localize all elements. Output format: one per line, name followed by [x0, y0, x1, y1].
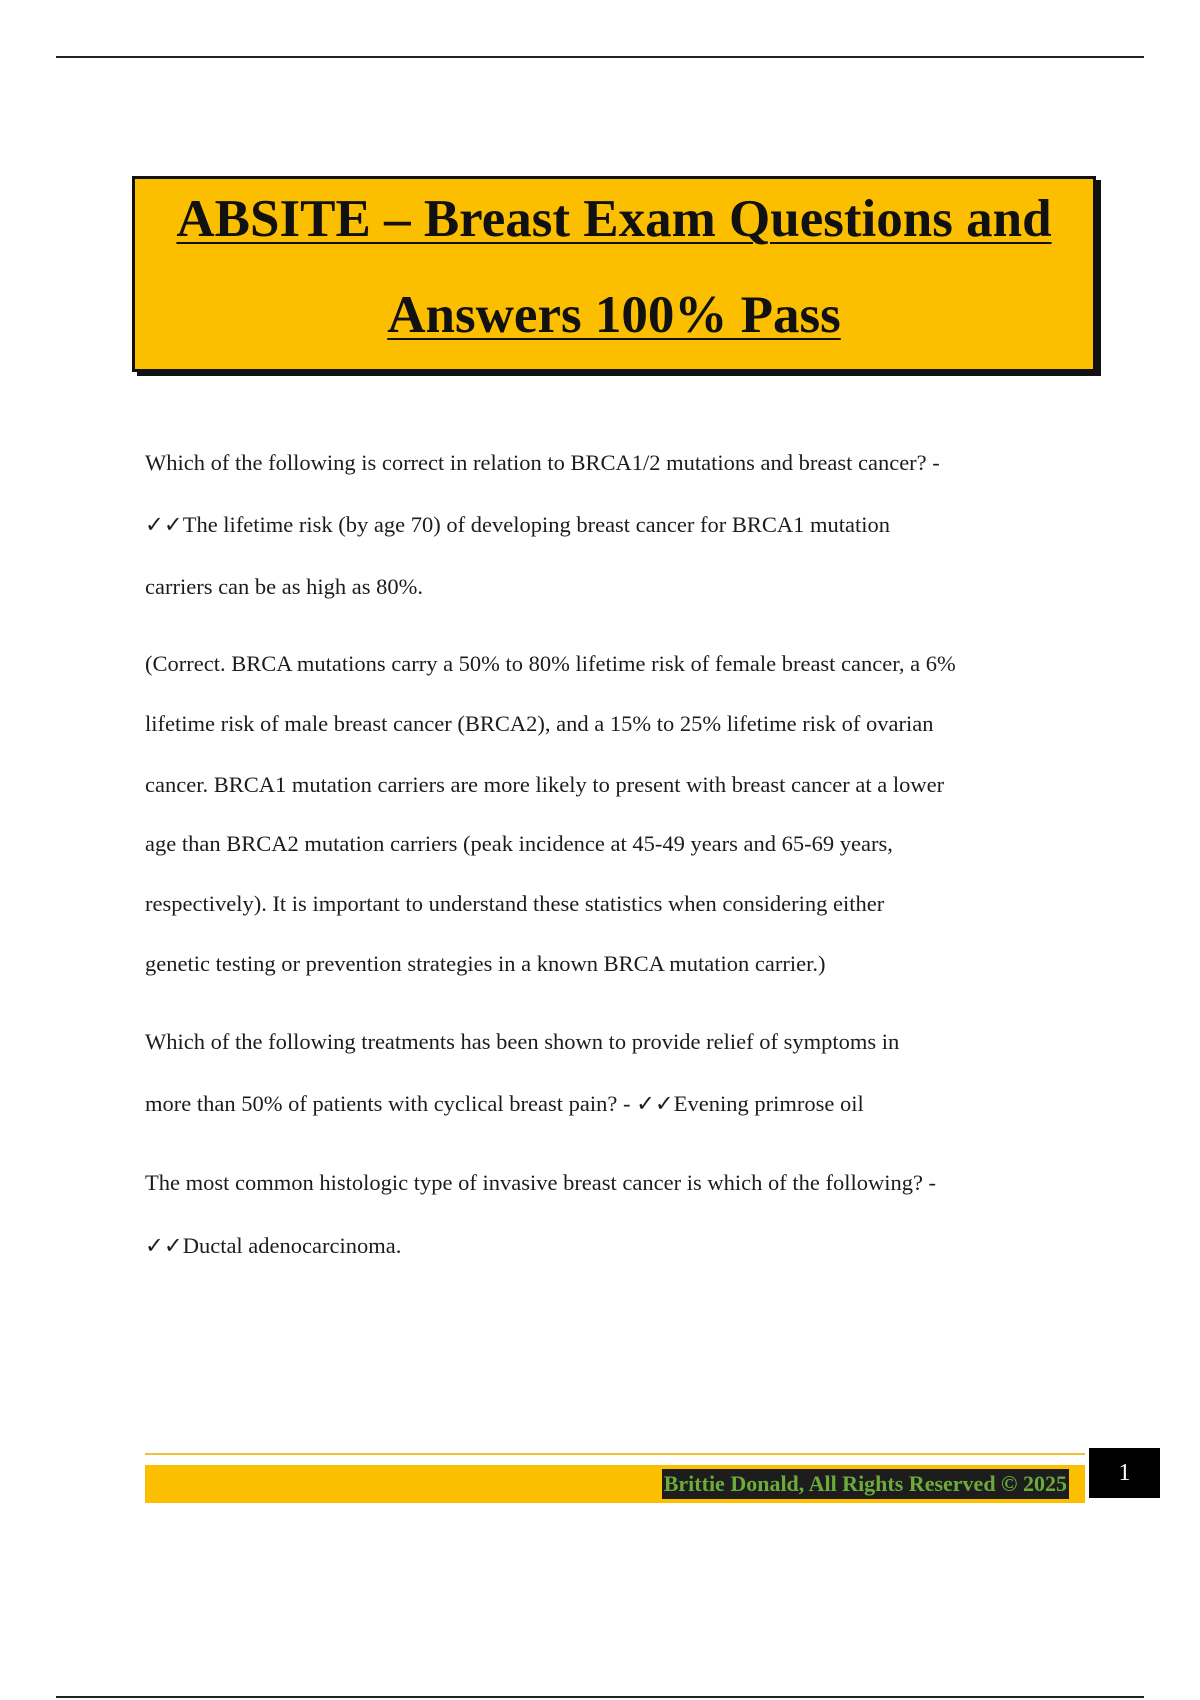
- qa-answer-line: carriers can be as high as 80%.: [145, 574, 424, 599]
- explanation-line: age than BRCA2 mutation carriers (peak incidence at 45-49 years and 65-69 years,: [145, 831, 893, 856]
- qa-text-line: The most common histologic type of invasive breast cancer is which of the following? -: [145, 1170, 937, 1195]
- qa-answer-line: ✓✓The lifetime risk (by age 70) of developing breast cancer for BRCA1 mutation: [145, 512, 890, 537]
- explanation-line: lifetime risk of male breast cancer (BRCA2), and a 15% to 25% lifetime risk of ovarian: [145, 711, 934, 736]
- explanation-line: (Correct. BRCA mutations carry a 50% to 80% lifetime risk of female breast cancer, a 6%: [145, 651, 956, 676]
- copyright-text: Brittie Donald, All Rights Reserved © 2025: [662, 1469, 1069, 1499]
- page-number: 1: [1089, 1448, 1160, 1498]
- bottom-divider: [56, 1696, 1144, 1698]
- explanation-line: respectively). It is important to understand these statistics when considering either: [145, 891, 885, 916]
- explanation-line: cancer. BRCA1 mutation carriers are more likely to present with breast cancer at a lower: [145, 772, 945, 797]
- qa-answer-line: ✓✓Ductal adenocarcinoma.: [145, 1233, 402, 1258]
- title-banner: [132, 176, 1096, 372]
- footer-bar: [145, 1465, 1085, 1503]
- qa-text-line: Which of the following is correct in relation to BRCA1/2 mutations and breast cancer? -: [145, 450, 940, 475]
- explanation-line: genetic testing or prevention strategies in a known BRCA mutation carrier.): [145, 951, 826, 976]
- qa-text-line: Which of the following treatments has been shown to provide relief of symptoms in: [145, 1029, 900, 1054]
- title-line-2: Answers 100% Pass: [387, 286, 841, 344]
- title-line-1: ABSITE – Breast Exam Questions and: [176, 190, 1052, 248]
- footer-divider: [145, 1453, 1085, 1455]
- top-divider: [56, 56, 1144, 58]
- qa-answer-line: more than 50% of patients with cyclical breast pain? - ✓✓Evening primrose oil: [145, 1091, 864, 1116]
